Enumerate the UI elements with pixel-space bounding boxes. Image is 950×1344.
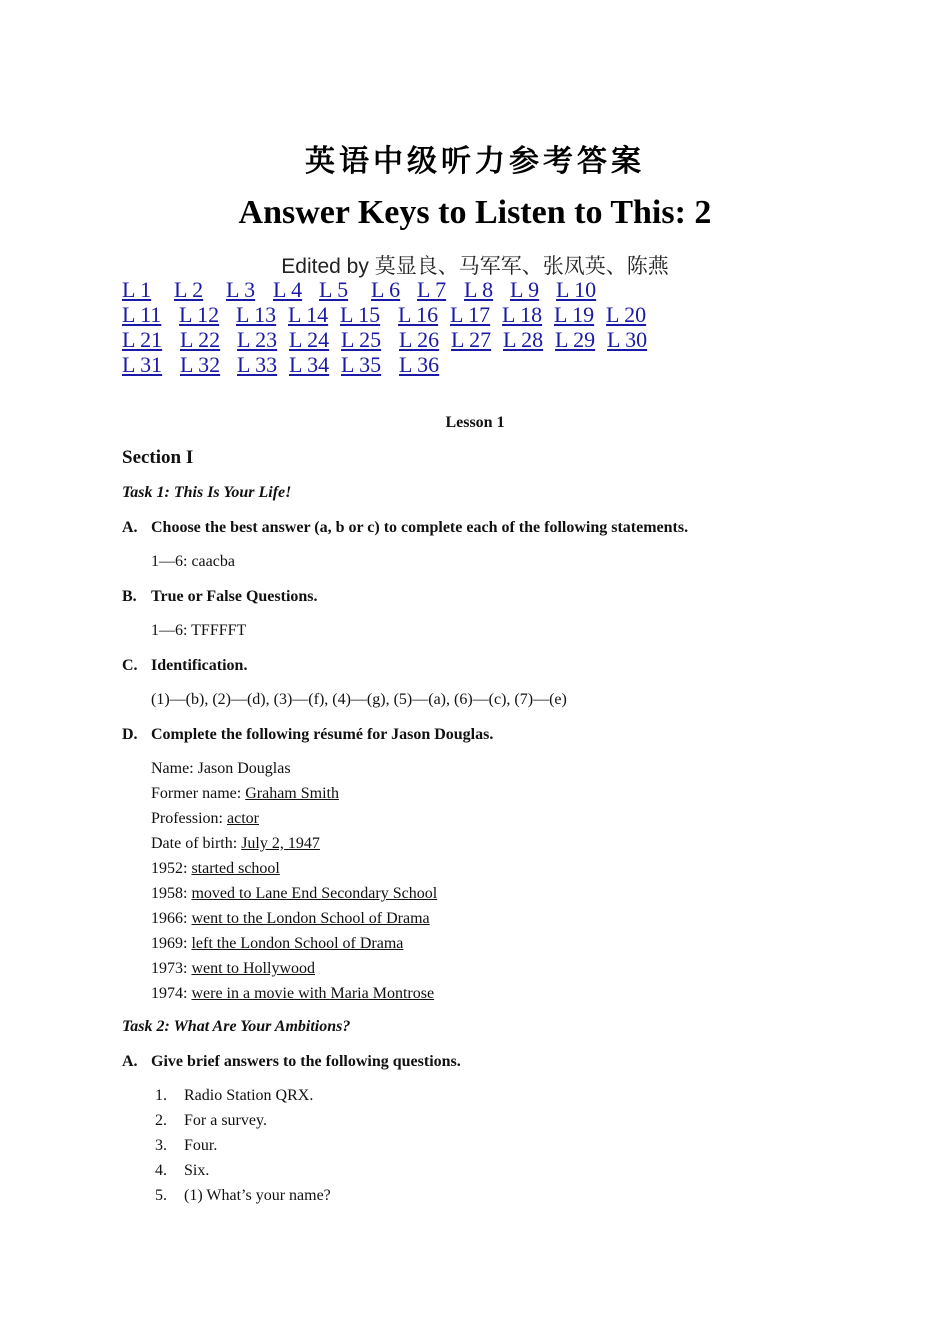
resume-line bbox=[151, 860, 280, 878]
lesson-link-34[interactable]: L 34 bbox=[289, 352, 330, 377]
resume-line bbox=[151, 935, 403, 953]
lesson-link-5[interactable]: L 5 bbox=[319, 277, 349, 302]
lesson-link-25[interactable]: L 25 bbox=[341, 327, 382, 352]
resume-label: 1974: bbox=[151, 985, 192, 1002]
lesson-link-32[interactable]: L 32 bbox=[180, 352, 221, 377]
list-number: 1. bbox=[155, 1087, 167, 1104]
lesson-link-33[interactable]: L 33 bbox=[237, 352, 278, 377]
lesson-link-3[interactable]: L 3 bbox=[226, 277, 256, 302]
task1-title: Task 1: This Is Your Life! bbox=[122, 484, 292, 501]
resume-label: 1973: bbox=[151, 960, 192, 977]
lesson-links-row bbox=[122, 352, 842, 377]
lesson-links-row bbox=[122, 277, 842, 302]
lesson-link-14[interactable]: L 14 bbox=[288, 302, 329, 327]
resume-label: 1958: bbox=[151, 885, 192, 902]
lesson-link-11[interactable]: L 11 bbox=[122, 302, 162, 327]
section-title: Section I bbox=[122, 447, 194, 468]
resume-line bbox=[151, 810, 259, 828]
resume-line bbox=[151, 960, 315, 978]
lesson-links-row bbox=[122, 302, 842, 327]
lesson-link-2[interactable]: L 2 bbox=[174, 277, 204, 302]
resume-line bbox=[151, 760, 291, 778]
chinese-title: 英语中级听力参考答案 bbox=[305, 144, 645, 179]
lesson-link-31[interactable]: L 31 bbox=[122, 352, 163, 377]
lesson-link-29[interactable]: L 29 bbox=[555, 327, 596, 352]
list-item: Radio Station QRX. bbox=[184, 1087, 314, 1104]
lesson-link-18[interactable]: L 18 bbox=[502, 302, 543, 327]
answer-a: 1—6: caacba bbox=[151, 553, 235, 570]
lesson-link-9[interactable]: L 9 bbox=[510, 277, 540, 302]
resume-value: left the London School of Drama bbox=[191, 935, 404, 952]
question-letter-a: A. bbox=[122, 1053, 138, 1070]
answer-b: 1—6: TFFFFT bbox=[151, 622, 247, 639]
resume-value: July 2, 1947 bbox=[241, 835, 320, 852]
resume-value: went to Hollywood bbox=[191, 960, 315, 977]
list-item: For a survey. bbox=[184, 1112, 267, 1129]
lesson-link-27[interactable]: L 27 bbox=[451, 327, 492, 352]
task2-question-a-text: Give brief answers to the following questions. bbox=[151, 1053, 461, 1070]
resume-label: 1952: bbox=[151, 860, 192, 877]
question-letter-d: D. bbox=[122, 726, 138, 743]
question-letter-a: A. bbox=[122, 519, 138, 536]
lesson-link-23[interactable]: L 23 bbox=[237, 327, 278, 352]
lesson-link-24[interactable]: L 24 bbox=[289, 327, 330, 352]
list-number: 3. bbox=[155, 1137, 167, 1154]
editors-line: Edited by 莫显良、马军军、张凤英、陈燕 bbox=[281, 255, 669, 278]
resume-line bbox=[151, 785, 339, 803]
resume-value: actor bbox=[227, 810, 259, 827]
resume-value: started school bbox=[191, 860, 280, 877]
question-letter-c: C. bbox=[122, 657, 138, 674]
lesson-link-26[interactable]: L 26 bbox=[399, 327, 440, 352]
list-item: Six. bbox=[184, 1162, 210, 1179]
resume-line bbox=[151, 885, 437, 903]
lesson-links-nav bbox=[122, 277, 842, 377]
resume-line bbox=[151, 910, 430, 928]
list-item: Four. bbox=[184, 1137, 218, 1154]
lesson-link-36[interactable]: L 36 bbox=[399, 352, 440, 377]
resume-label: Name: bbox=[151, 760, 198, 777]
resume-value: Graham Smith bbox=[245, 785, 339, 802]
list-number: 4. bbox=[155, 1162, 167, 1179]
task2-title: Task 2: What Are Your Ambitions? bbox=[122, 1018, 351, 1035]
lesson-links-row bbox=[122, 327, 842, 352]
lesson-link-12[interactable]: L 12 bbox=[179, 302, 220, 327]
list-item: (1) What’s your name? bbox=[184, 1187, 331, 1204]
question-d-text: Complete the following résumé for Jason Douglas. bbox=[151, 726, 494, 743]
lesson-link-4[interactable]: L 4 bbox=[273, 277, 303, 302]
resume-label: Date of birth: bbox=[151, 835, 242, 852]
lesson-link-6[interactable]: L 6 bbox=[371, 277, 401, 302]
lesson-heading: Lesson 1 bbox=[445, 414, 505, 431]
question-a-text: Choose the best answer (a, b or c) to complete each of the following statements. bbox=[151, 519, 689, 536]
english-title: Answer Keys to Listen to This: 2 bbox=[238, 194, 712, 231]
lesson-link-19[interactable]: L 19 bbox=[554, 302, 595, 327]
lesson-link-21[interactable]: L 21 bbox=[122, 327, 163, 352]
list-number: 5. bbox=[155, 1187, 167, 1204]
resume-value: moved to Lane End Secondary School bbox=[191, 885, 438, 902]
lesson-link-13[interactable]: L 13 bbox=[236, 302, 277, 327]
lesson-link-1[interactable]: L 1 bbox=[122, 277, 152, 302]
resume-label: Profession: bbox=[151, 810, 227, 827]
lesson-link-16[interactable]: L 16 bbox=[398, 302, 439, 327]
lesson-link-30[interactable]: L 30 bbox=[607, 327, 648, 352]
answer-c: (1)—(b), (2)—(d), (3)—(f), (4)—(g), (5)—(a), (6)—(c), (7)—(e) bbox=[151, 691, 567, 708]
resume-value: Jason Douglas bbox=[197, 760, 291, 777]
lesson-link-7[interactable]: L 7 bbox=[417, 277, 447, 302]
resume-label: Former name: bbox=[151, 785, 246, 802]
lesson-link-10[interactable]: L 10 bbox=[556, 277, 597, 302]
resume-label: 1966: bbox=[151, 910, 192, 927]
resume-label: 1969: bbox=[151, 935, 192, 952]
lesson-link-17[interactable]: L 17 bbox=[450, 302, 491, 327]
question-b-text: True or False Questions. bbox=[151, 588, 318, 605]
lesson-link-22[interactable]: L 22 bbox=[180, 327, 221, 352]
lesson-link-35[interactable]: L 35 bbox=[341, 352, 382, 377]
lesson-link-20[interactable]: L 20 bbox=[606, 302, 647, 327]
resume-value: were in a movie with Maria Montrose bbox=[191, 985, 435, 1002]
question-c-text: Identification. bbox=[151, 657, 248, 674]
resume-line bbox=[151, 835, 320, 853]
resume-line bbox=[151, 985, 434, 1003]
list-number: 2. bbox=[155, 1112, 167, 1129]
lesson-link-8[interactable]: L 8 bbox=[464, 277, 494, 302]
lesson-link-15[interactable]: L 15 bbox=[340, 302, 381, 327]
question-letter-b: B. bbox=[122, 588, 137, 605]
lesson-link-28[interactable]: L 28 bbox=[503, 327, 544, 352]
resume-value: went to the London School of Drama bbox=[191, 910, 430, 927]
